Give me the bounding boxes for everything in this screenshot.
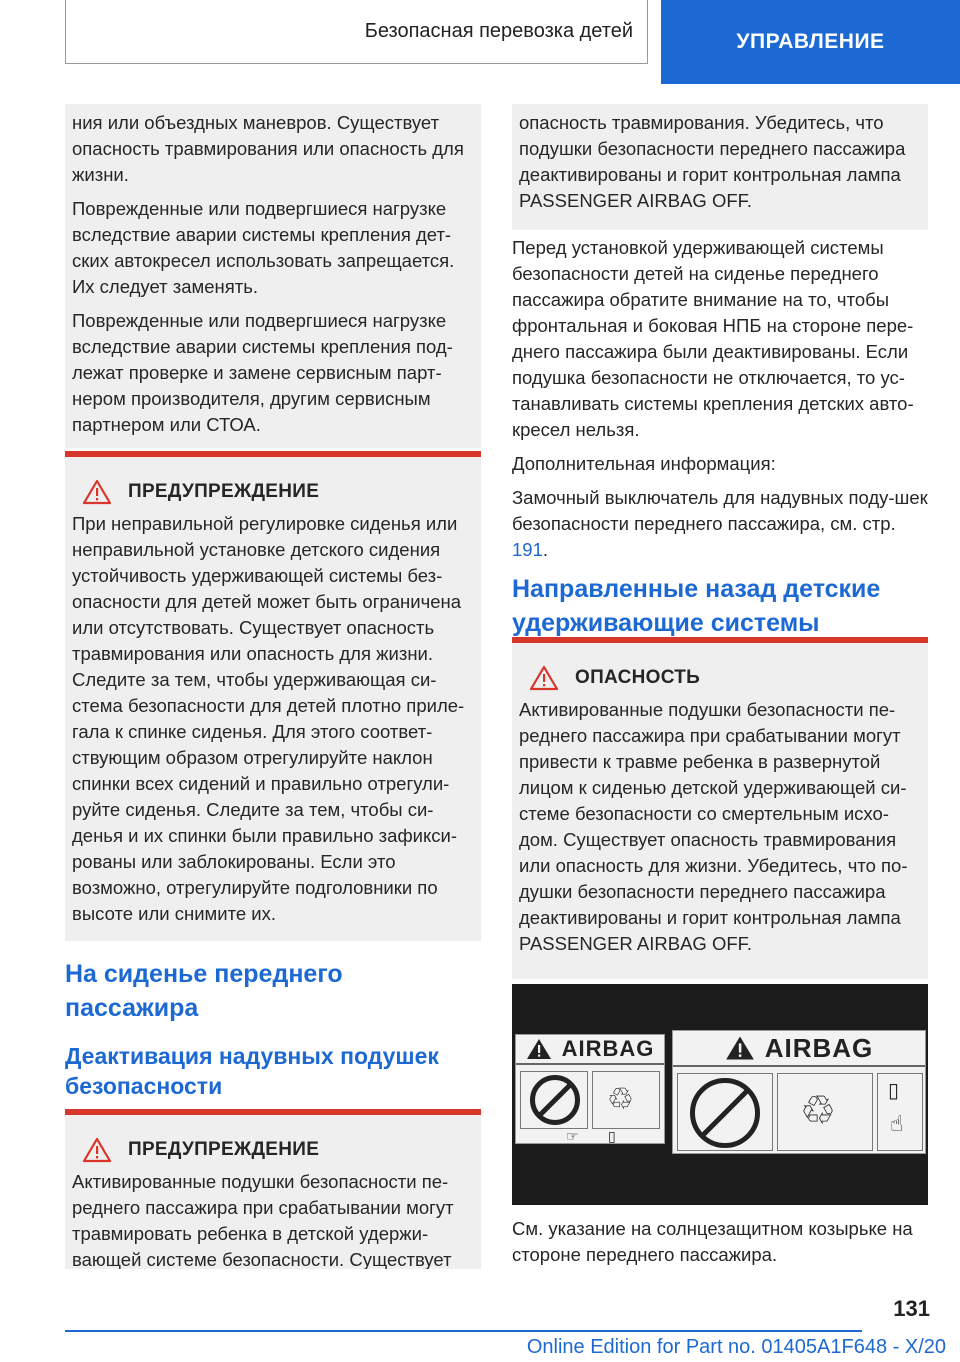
image-caption: См. указание на солнцезащитном козырьке на стороне переднего пассажира. — [512, 1218, 913, 1265]
header-divider-right — [647, 0, 648, 64]
danger-triangle-icon — [529, 665, 559, 691]
warning-text: Активированные подушки безопасности пе-реднего пассажира при срабатывании могут травмировать ребенка в детской удержи-вающей системе безопасности. Существует — [72, 1171, 454, 1269]
no-child-seat-cell — [677, 1073, 773, 1151]
airbag-label-small — [515, 1034, 665, 1144]
manual-book-icon: ▯ — [608, 1129, 616, 1145]
cross-reference-text: Замочный выключатель для надувных поду-шек безопасности переднего пассажира, см. стр. — [512, 487, 928, 534]
warning-triangle-icon — [82, 479, 112, 505]
paragraph — [512, 485, 928, 563]
section-heading-block — [65, 957, 481, 1101]
warning-title: ПРЕДУПРЕЖДЕНИЕ — [128, 1139, 320, 1160]
paragraph: Поврежденные или подвергшиеся нагрузке вследствие аварии системы крепления под-лежат проверке и замене сервисным парт-нером производителя, другим сервисным партнером или СТОА. — [72, 310, 453, 435]
cross-reference-end: . — [542, 539, 549, 560]
page-reference-link[interactable]: 191 — [512, 539, 543, 560]
paragraph: Дополнительная информация: — [512, 453, 776, 474]
warning-triangle-icon — [526, 1038, 552, 1060]
paragraph: Поврежденные или подвергшиеся нагрузке вследствие аварии системы крепления дет-ских автокресел использовать запрещается. Их следует заменять. — [72, 198, 455, 297]
seat-airbag-icon: ♲ — [607, 1082, 634, 1117]
image-caption-block — [512, 1216, 928, 1268]
warning-triangle-icon — [725, 1035, 755, 1061]
paragraph: опасность травмирования. Убедитесь, что подушки безопасности переднего пассажира деактивированы и горит контрольная лампа PASSENGER AIRBAG OFF. — [519, 112, 906, 211]
pointing-hand-icon: ☞ — [566, 1129, 579, 1145]
right-text-block — [512, 235, 928, 571]
page-number: 131 — [893, 1296, 930, 1321]
warning-box-1 — [65, 451, 481, 941]
left-column — [65, 104, 481, 448]
danger-text: Активированные подушки безопасности пе-реднего пассажира при срабатывании могут привести к травме ребенка в развернутой лицом к сиденью детской удерживающей си-стеме безопасности со смертельным исхо-дом. Существует опасность травмирования или опасность для жизни. Убедитесь, что по-душки безопасности переднего пассажира деактивированы и горит контрольная лампа PASSENGER AIRBAG OFF. — [519, 699, 908, 954]
chapter-tab-label: УПРАВЛЕНИЕ — [736, 30, 885, 53]
warning-title: ПРЕДУПРЕЖДЕНИЕ — [128, 481, 320, 502]
airbag-label-image — [512, 984, 928, 1205]
no-child-seat-cell — [520, 1071, 588, 1129]
warning-text: При неправильной регулировке сиденья или неправильной установке детского сидения устойчивость удерживающей системы без-опасности для детей может быть ограничена или отсутствовать. Существует опасность травмирования или опасность для жизни. Следите за тем, чтобы удерживающая си-стема безопасности для детей плотно приле-гала к спинке сиденья. Для этого соответ-ствующим образом отрегулируйте наклон спинки всех сидений и правильно отрегули-руйте сиденья. Следите за тем, чтобы си-денья и их спинки были правильно зафикси-рованы или заблокированы. Если это возможно, отрегулируйте подголовники по высоте или снимите их. — [72, 513, 465, 924]
airbag-deploy-cell — [592, 1071, 660, 1129]
prohibition-icon — [690, 1078, 760, 1148]
prohibition-icon — [530, 1075, 580, 1125]
airbag-label-large-text: AIRBAG — [764, 1032, 874, 1063]
pointing-hand-icon: ☝ — [890, 1112, 904, 1137]
right-heading-block — [512, 572, 928, 640]
info-cell — [877, 1073, 923, 1151]
airbag-label-large — [672, 1030, 926, 1154]
continuation-box — [65, 104, 481, 448]
paragraph: Перед установкой удерживающей системы безопасности детей на сиденье переднего пассажира обратите внимание на то, чтобы фронтальная и боковая НПБ на стороне пере-днего пассажира были деактивированы. Если подушка безопасности не отключается, то ус-танавливать системы крепления детских авто-кресел нельзя. — [512, 237, 914, 440]
section-heading: На сиденье переднего пассажира — [65, 960, 343, 1022]
manual-book-icon: ▯ — [888, 1078, 900, 1102]
right-continuation-box — [512, 104, 928, 230]
section-title: Безопасная перевозка детей — [364, 20, 633, 42]
edition-footer: Online Edition for Part no. 01405A1F648 - X/20 — [526, 1336, 946, 1358]
chapter-tab[interactable] — [661, 0, 960, 84]
footer-divider — [65, 1330, 862, 1332]
subsection-heading: Деактивация надувных подушек безопасности — [65, 1043, 439, 1099]
section-heading: Направленные назад детские удерживающие системы — [512, 575, 881, 637]
danger-box — [512, 637, 928, 979]
paragraph: ния или объездных маневров. Существует опасность травмирования или опасность для жизни. — [72, 112, 464, 185]
header-divider-bottom — [65, 63, 648, 64]
airbag-label-small-text: AIRBAG — [561, 1036, 655, 1061]
danger-title: ОПАСНОСТЬ — [575, 667, 701, 688]
seat-airbag-icon: ♲ — [800, 1088, 836, 1134]
warning-triangle-icon — [82, 1137, 112, 1163]
airbag-deploy-cell — [777, 1073, 873, 1151]
warning-box-2 — [65, 1109, 481, 1269]
